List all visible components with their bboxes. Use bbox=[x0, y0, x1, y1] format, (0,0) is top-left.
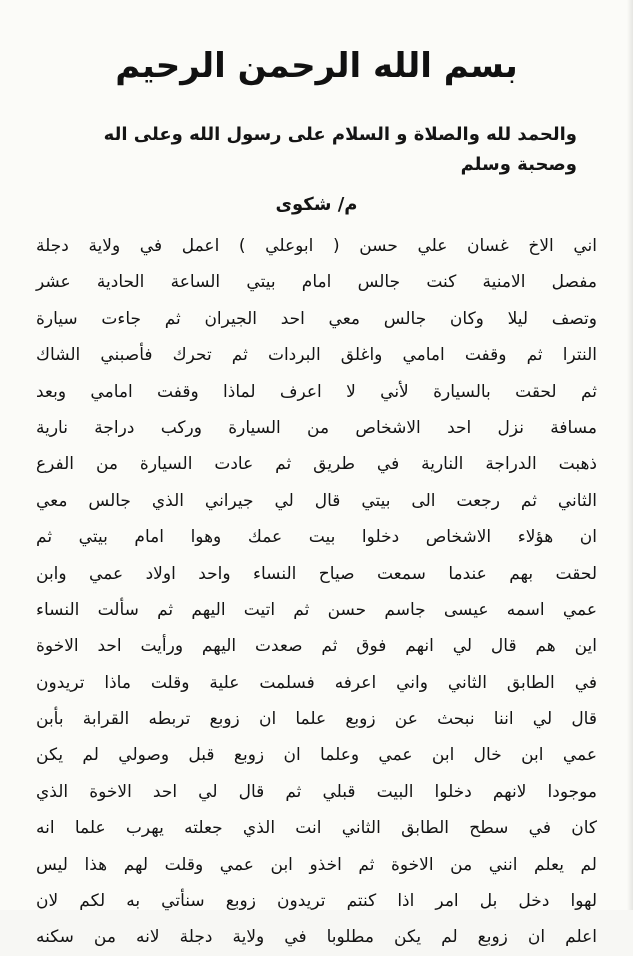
body-line: لحقت بهم عندما سمعت صياح النساء واحد اولاد عمي وابن bbox=[36, 563, 597, 584]
body-line: لم يعلم انني من الاخوة ثم اخذو ابن عمي وقلت لهم هذا ليس bbox=[36, 854, 597, 875]
body-line: ثم لحقت بالسيارة لأني لا اعرف لماذا وقفت امامي وبعد bbox=[36, 381, 597, 402]
body-line: كان في سطح الطابق الثاني انت الذي جعلته يهرب علما انه bbox=[36, 818, 597, 839]
body-line: الثاني ثم رجعت الى بيتي قال لي جيراني الذي جالس معي bbox=[36, 490, 597, 511]
body-line: موجودا لانهم دخلوا البيت قبلي ثم قال لي احد الاخوة الذي bbox=[36, 781, 597, 802]
document-subtitle: والحمد لله والصلاة و السلام على رسول الله وعلى اله وصحبة وسلم bbox=[103, 124, 577, 175]
body-line: مفصل الامنية كنت جالس امام بيتي الساعة الحادية عشر bbox=[36, 272, 597, 293]
body-line: وتصف ليلا وكان جالس معي احد الجيران ثم جاءت سيارة bbox=[36, 308, 597, 329]
page-edge-shadow bbox=[627, 0, 633, 910]
body-line: النترا ثم وقفت امامي واغلق البردات ثم تحرك فأصبني الشاك bbox=[36, 345, 597, 366]
body-line: اعلم ان زوبع لم يكن مطلوبا في ولاية دجلة لانه من سكنه bbox=[36, 927, 597, 948]
document-subject: م/ شكوى bbox=[275, 194, 358, 215]
body-line: قال لي اننا نبحث عن زوبع علما ان زوبع تربطه القرابة بأبن bbox=[36, 709, 597, 730]
body-line: ان هؤلاء الاشخاص دخلوا بيت عمك وهوا امام بيتي ثم bbox=[36, 527, 597, 548]
body-line: ذهبت الدراجة النارية في طريق ثم عادت السيارة من الفرع bbox=[36, 454, 597, 475]
body-line: عمي ابن خال ابن عمي وعلما ان زوبع قبل وصولي لم يكن bbox=[36, 745, 597, 766]
body-line: في الطابق الثاني واني اعرفه فسلمت علية وقلت ماذا تريدون bbox=[36, 672, 597, 693]
body-line: عمي اسمه عيسى جاسم حسن ثم اتيت اليهم ثم سألت النساء bbox=[36, 599, 597, 620]
body-line: اين هم قال لي انهم فوق ثم صعدت اليهم ورأيت احد الاخوة bbox=[36, 636, 597, 657]
body-line: مسافة نزل احد الاشخاص من السيارة وركب دراجة نارية bbox=[36, 417, 597, 438]
body-line: لهوا دخل بل امر اذا كنتم تريدون زوبع سنأتي به لكم لان bbox=[36, 891, 597, 912]
document-body bbox=[36, 228, 597, 956]
body-line: اني الاخ غسان علي حسن ( ابوعلي ) اعمل في ولاية دجلة bbox=[36, 236, 597, 256]
document-title: بسم الله الرحمن الرحيم bbox=[115, 46, 518, 86]
